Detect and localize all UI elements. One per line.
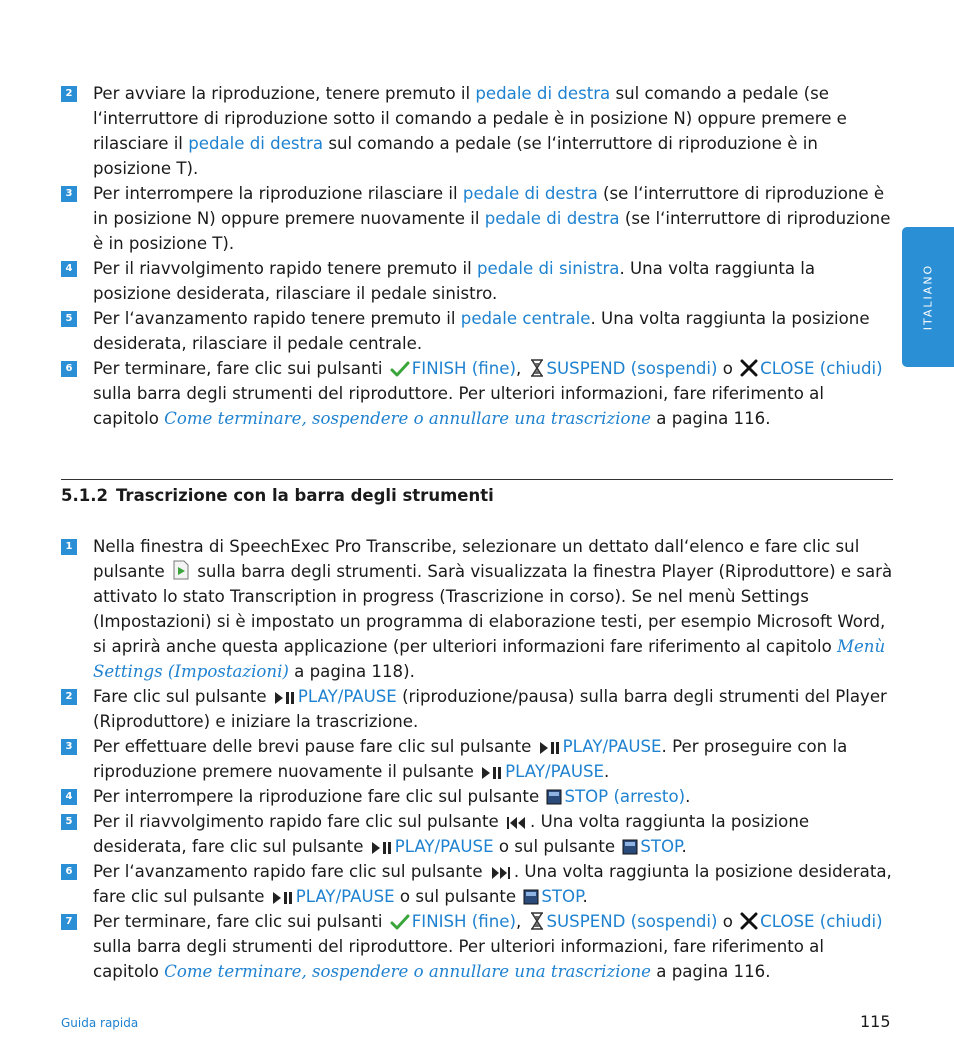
chapter-link[interactable]: Come terminare, sospendere o annullare una trascrizione: [164, 962, 652, 981]
stop-term: STOP (arresto): [564, 787, 686, 806]
close-term: CLOSE (chiudi): [760, 912, 883, 931]
step-number: 5: [61, 814, 77, 830]
play-pause-term: PLAY/PAUSE: [562, 737, 662, 756]
step-item: 2 Fare clic sul pulsante PLAY/PAUSE (riproduzione/pausa) sulla barra degli strumenti del Player (Riproduttore) e iniziare la trascrizione.: [61, 684, 893, 734]
step-item: 4 Per il riavvolgimento rapido tenere premuto il pedale di sinistra. Una volta raggiunta la posizione desiderata, rilasciare il pedale sinistro.: [61, 256, 893, 306]
step-item: 2 Per avviare la riproduzione, tenere premuto il pedale di destra sul comando a pedale (se l‘interruttore di riproduzione sotto il comando a pedale è in posizione N) oppure premere e rilasciare il pedale di destra sul comando a pedale (se l‘interruttore di riproduzione è in posizione T).: [61, 81, 893, 181]
pedal-steps-list: [61, 81, 893, 431]
play-pause-term: PLAY/PAUSE: [297, 687, 397, 706]
finish-checkmark-icon: [390, 914, 410, 930]
step-number: 1: [61, 539, 77, 555]
step-item: 3 Per effettuare delle brevi pause fare clic sul pulsante PLAY/PAUSE. Per proseguire con la riproduzione premere nuovamente il pulsante PLAY/PAUSE.: [61, 734, 893, 784]
right-pedal-term: pedale di destra: [484, 209, 620, 228]
step-item: 1 Nella finestra di SpeechExec Pro Transcribe, selezionare un dettato dall‘elenco e fare clic sul pulsante sulla barra degli strumenti. Sarà visualizzata la finestra Player (Riproduttore) e sarà attivato lo stato Transcription in progress (Trascrizione in corso). Se nel menù Settings (Impostazioni) si è impostato un programma di elaborazione testi, per esempio Microsoft Word, si aprirà anche questa applicazione (per ulteriori informazioni fare riferimento al capitolo Menù Settings (Impostazioni) a pagina 118).: [61, 534, 893, 684]
step-number: 2: [61, 689, 77, 705]
step-item: 6 Per l‘avanzamento rapido fare clic sul pulsante . Una volta raggiunta la posizione desiderata, fare clic sul pulsante PLAY/PAUSE o sul pulsante STOP.: [61, 859, 893, 909]
start-transcription-icon: [172, 560, 190, 580]
close-term: CLOSE (chiudi): [760, 359, 883, 378]
right-pedal-term: pedale di destra: [462, 184, 598, 203]
step-number: 3: [61, 186, 77, 202]
fast-forward-icon: [490, 866, 512, 880]
language-tab-label: ITALIANO: [921, 263, 935, 331]
stop-icon: [622, 839, 638, 855]
settings-menu-link[interactable]: Menù Settings (Impostazioni): [93, 637, 886, 681]
step-number: 6: [61, 864, 77, 880]
step-number: 7: [61, 914, 77, 930]
play-pause-term: PLAY/PAUSE: [505, 762, 605, 781]
step-number: 4: [61, 789, 77, 805]
play-pause-icon: [539, 741, 561, 755]
footer-guide-title: Guida rapida: [61, 1016, 139, 1030]
section-title: Trascrizione con la barra degli strumenti: [115, 486, 494, 505]
step-item: 4 Per interrompere la riproduzione fare clic sul pulsante STOP (arresto).: [61, 784, 893, 809]
suspend-hourglass-icon: [529, 359, 545, 377]
play-pause-icon: [481, 766, 503, 780]
section-heading: [61, 484, 494, 508]
play-pause-term: PLAY/PAUSE: [295, 887, 395, 906]
finish-checkmark-icon: [390, 361, 410, 377]
play-pause-icon: [371, 841, 393, 855]
right-pedal-term: pedale di destra: [475, 84, 611, 103]
section-number: 5.1.2: [61, 486, 108, 505]
close-x-icon: [740, 359, 758, 377]
step-number: 6: [61, 361, 77, 377]
section-divider: [61, 479, 893, 480]
rewind-icon: [506, 816, 528, 830]
finish-term: FINISH (fine): [411, 359, 516, 378]
step-item: 7 Per terminare, fare clic sui pulsanti FINISH (fine), SUSPEND (sospendi) o CLOSE (chiudi) sulla barra degli strumenti del riproduttore. Per ulteriori informazioni, fare riferimento al capitolo Come terminare, sospendere o annullare una trascrizione a pagina 116.: [61, 909, 893, 984]
step-item: 6 Per terminare, fare clic sui pulsanti FINISH (fine), SUSPEND (sospendi) o CLOSE (chiudi) sulla barra degli strumenti del riproduttore. Per ulteriori informazioni, fare riferimento al capitolo Come terminare, sospendere o annullare una trascrizione a pagina 116.: [61, 356, 893, 431]
chapter-link[interactable]: Come terminare, sospendere o annullare una trascrizione: [164, 409, 652, 428]
step-item: 3 Per interrompere la riproduzione rilasciare il pedale di destra (se l‘interruttore di riproduzione è in posizione N) oppure premere nuovamente il pedale di destra (se l‘interruttore di riproduzione è in posizione T).: [61, 181, 893, 256]
play-pause-icon: [274, 691, 296, 705]
toolbar-steps-list: [61, 534, 893, 984]
right-pedal-term: pedale di destra: [188, 134, 324, 153]
stop-icon: [546, 789, 562, 805]
center-pedal-term: pedale centrale: [460, 309, 591, 328]
suspend-term: SUSPEND (sospendi): [546, 359, 718, 378]
step-number: 5: [61, 311, 77, 327]
stop-icon: [523, 889, 539, 905]
step-number: 4: [61, 261, 77, 277]
suspend-hourglass-icon: [529, 912, 545, 930]
play-pause-term: PLAY/PAUSE: [394, 837, 494, 856]
step-number: 3: [61, 739, 77, 755]
stop-term: STOP: [541, 887, 583, 906]
play-pause-icon: [272, 891, 294, 905]
stop-term: STOP: [640, 837, 682, 856]
finish-term: FINISH (fine): [411, 912, 516, 931]
close-x-icon: [740, 912, 758, 930]
page-number: 115: [860, 1012, 891, 1031]
step-item: 5 Per il riavvolgimento rapido fare clic sul pulsante . Una volta raggiunta la posizione desiderata, fare clic sul pulsante PLAY/PAUSE o sul pulsante STOP.: [61, 809, 893, 859]
left-pedal-term: pedale di sinistra: [476, 259, 620, 278]
step-number: 2: [61, 86, 77, 102]
language-tab[interactable]: [902, 227, 954, 367]
step-item: 5 Per l‘avanzamento rapido tenere premuto il pedale centrale. Una volta raggiunta la posizione desiderata, rilasciare il pedale centrale.: [61, 306, 893, 356]
suspend-term: SUSPEND (sospendi): [546, 912, 718, 931]
